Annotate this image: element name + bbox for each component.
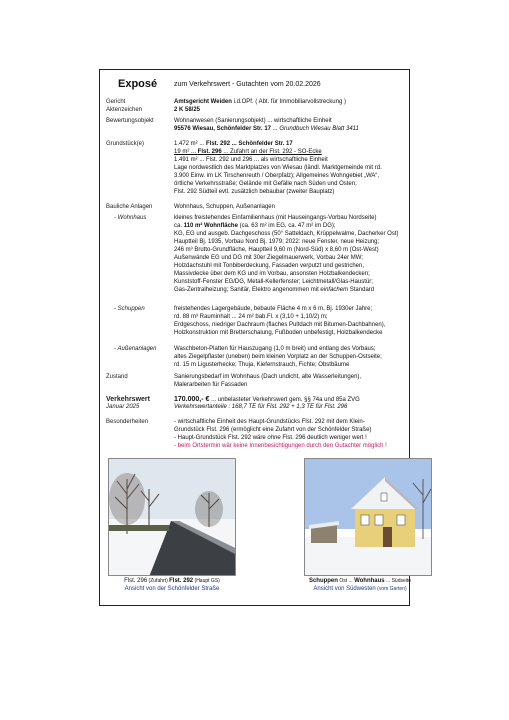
wohnhaus-line-8: Massivdecke über dem KG und im Vorbau, ansonsten Holzbalkendecken; xyxy=(174,271,370,277)
aussen-line-1: Waschbeton-Platten für Hauszugang (1,0 m breit) und entlang des Vorbaus; xyxy=(174,346,376,352)
bewertung-line-1: Wohnanwesen (Sanierungsobjekt) ... wirtschaftliche Einheit xyxy=(174,118,332,124)
value-bauliche-anlagen: Wohnhaus, Schuppen, Außenanlagen xyxy=(174,204,275,210)
bewertung-line-2: 95576 Wiesau, Schönfelder Str. 17 ... Grundbuch Wiesau Blatt 3411 xyxy=(174,126,359,132)
label-zustand: Zustand xyxy=(106,374,128,380)
label-grundstueck: Grundstück(e) xyxy=(106,141,145,147)
caption-right-2: Ansicht von Südwesten (vom Garten) xyxy=(313,586,407,592)
label-besonderheiten: Besonderheiten xyxy=(106,419,149,425)
caption-left-1: Flst. 296 (Zufahrt) Flst. 292 (Haupt GS) xyxy=(124,578,220,584)
schuppen-line-2: rd. 88 m³ Rauminhalt ... 24 m² bab.Fl. x (3,10 + 1,10/2) m; xyxy=(174,314,328,320)
wohnhaus-line-5: 246 m³ Brutto-Grundfläche, Hauptteil 9,60 m (Nord-Süd) x 8,60 m (Ost-West) xyxy=(174,247,379,253)
besonderheiten-line-1: - wirtschaftliche Einheit des Haupt-Grundstücks Flst. 292 mit dem Klein- xyxy=(174,419,365,425)
photo-house-southwest xyxy=(304,458,432,576)
aussen-line-3: rd. 15 m Ligusterhecke; Thuja, Kiefernstrauch, Fichte; Obstbäume xyxy=(174,362,350,368)
grundstueck-line-4: Lage nordwestlich des Marktplatzes von Wiesau (ländl. Marktgemeinde mit rd. xyxy=(174,165,382,171)
verkehrswert-line-1: 170.000,- € ... unbelasteter Verkehrswert gem. §§ 74a und 85a ZVG xyxy=(174,396,360,403)
page-title: Exposé xyxy=(118,78,158,90)
besonderheiten-line-4: - beim Ortstermin wär keine Innenbesichtigungen durch den Gutachter möglich ! xyxy=(174,443,387,449)
value-gericht: Amtsgericht Weiden i.d.OPf. ( Abt. für Immobiliarvollstreckung ) xyxy=(174,99,346,105)
grundstueck-line-7: Flst. 292 Südteil evtl. zusätzlich bebaubar (zweiter Bauplatz) xyxy=(174,189,335,195)
value-aktenzeichen: 2 K 58/25 xyxy=(174,107,201,113)
verkehrswert-line-2: Verkehrswertanteile : 168,7 TE für Flst. 292 + 1,3 TE für Flst. 296 xyxy=(174,404,348,410)
label-aussenanlagen: - Außenanlagen xyxy=(114,346,157,352)
label-bauliche-anlagen: Bauliche Anlagen xyxy=(106,204,153,210)
label-wohnhaus: - Wohnhaus xyxy=(114,215,147,221)
label-verkehrswert: Verkehrswert xyxy=(106,396,150,403)
grundstueck-line-6: örtliche Verkehrsstraße; Gelände mit Gefälle nach Süden und Osten; xyxy=(174,181,357,187)
wohnhaus-line-7: Holzdachstuhl mit Tonbiberdeckung, Fassaden verputzt und gestrichen, xyxy=(174,263,364,269)
aussen-line-2: altes Ziegelpflaster (uneben) beim kleinen Vorplatz an der Schuppen-Ostseite; xyxy=(174,354,382,360)
grundstueck-line-2: 19 m² ... Flst. 296 ... Zufahrt an der Flst. 292 - SO-Ecke xyxy=(174,149,322,155)
caption-left-2: Ansicht von der Schönfelder Straße xyxy=(124,586,220,592)
schuppen-line-4: Holzkonstruktion mit Bretterschalung, Fußboden unbefestigt, Holzbalkendecke xyxy=(174,330,383,336)
grundstueck-line-1: 1.472 m² ... Flst. 292 ... Schönfelder Str. 17 xyxy=(174,141,293,147)
label-gericht: Gericht xyxy=(106,99,126,105)
label-aktenzeichen: Aktenzeichen xyxy=(106,107,143,113)
zustand-line-2: Malerarbeiten für Fassaden xyxy=(174,382,248,388)
wohnhaus-line-1: kleines freistehendes Einfamilienhaus (mit Hauseingangs-Vorbau Nordseite) xyxy=(174,215,377,221)
photo-street-view xyxy=(108,458,236,576)
schuppen-line-1: freistehendes Lagergebäude, bebaute Fläche 4 m x 6 m, Bj. 1930er Jahre; xyxy=(174,306,373,312)
wohnhaus-line-9: Kunststoff-Fenster EG/DG, Metall-Kellerfenster; Leichtmetall/Glas-Haustür; xyxy=(174,279,373,285)
schuppen-line-3: Erdgeschoss, niedriger Dachraum (flaches Pultdach mit Bitumen-Dachbahnen), xyxy=(174,322,386,328)
wohnhaus-line-4: Hauptteil Bj. 1935, Vorbau Nord Bj. 1979; 2022: neue Fenster, neue Heizung; xyxy=(174,239,380,245)
caption-right-1: Schuppen Ost ... Wohnhaus ... Südseite xyxy=(308,578,412,584)
besonderheiten-line-2: Grundstück Flst. 296 (ermöglicht eine Zufahrt von der Schönfelder Straße) xyxy=(174,427,372,433)
grundstueck-line-5: 3.900 Einw. im LK Tirschenreuth / Oberpfalz); Allgemeines Wohngebiet „WA“, xyxy=(174,173,380,179)
wohnhaus-line-10: Gas-Zentralheizung; Sanitär, Elektro angenommen mit einfachem Standard xyxy=(174,287,375,293)
wohnhaus-line-6: Außenwände EG und DG mit 30er Ziegelmauerwerk, Vorbau 24er MW; xyxy=(174,255,363,261)
page-subtitle: zum Verkehrswert - Gutachten vom 20.02.2026 xyxy=(174,81,321,88)
zustand-line-1: Sanierungsbedarf im Wohnhaus (Dach undicht, alte Wasserleitungen), xyxy=(174,374,362,380)
besonderheiten-line-3: - Haupt-Grundstück Flst. 292 wäre ohne Flst. 296 deutlich weniger wert ! xyxy=(174,435,367,441)
wohnhaus-line-3: KG, EG und ausgeb. Dachgeschoss (50° Satteldach, Krüppelwalme, Dacherker Ost) xyxy=(174,231,399,237)
label-schuppen: - Schuppen xyxy=(114,306,145,312)
wohnhaus-line-2: ca. 110 m² Wohnfläche (ca. 63 m² im EG, ca. 47 m² im DG); xyxy=(174,223,336,229)
label-verkehrswert-date: Januar 2025 xyxy=(106,404,140,410)
grundstueck-line-3: 1.491 m² ... Flst. 292 und 296 ... als wirtschaftliche Einheit xyxy=(174,157,328,163)
label-bewertungsobjekt: Bewertungsobjekt xyxy=(106,118,154,124)
